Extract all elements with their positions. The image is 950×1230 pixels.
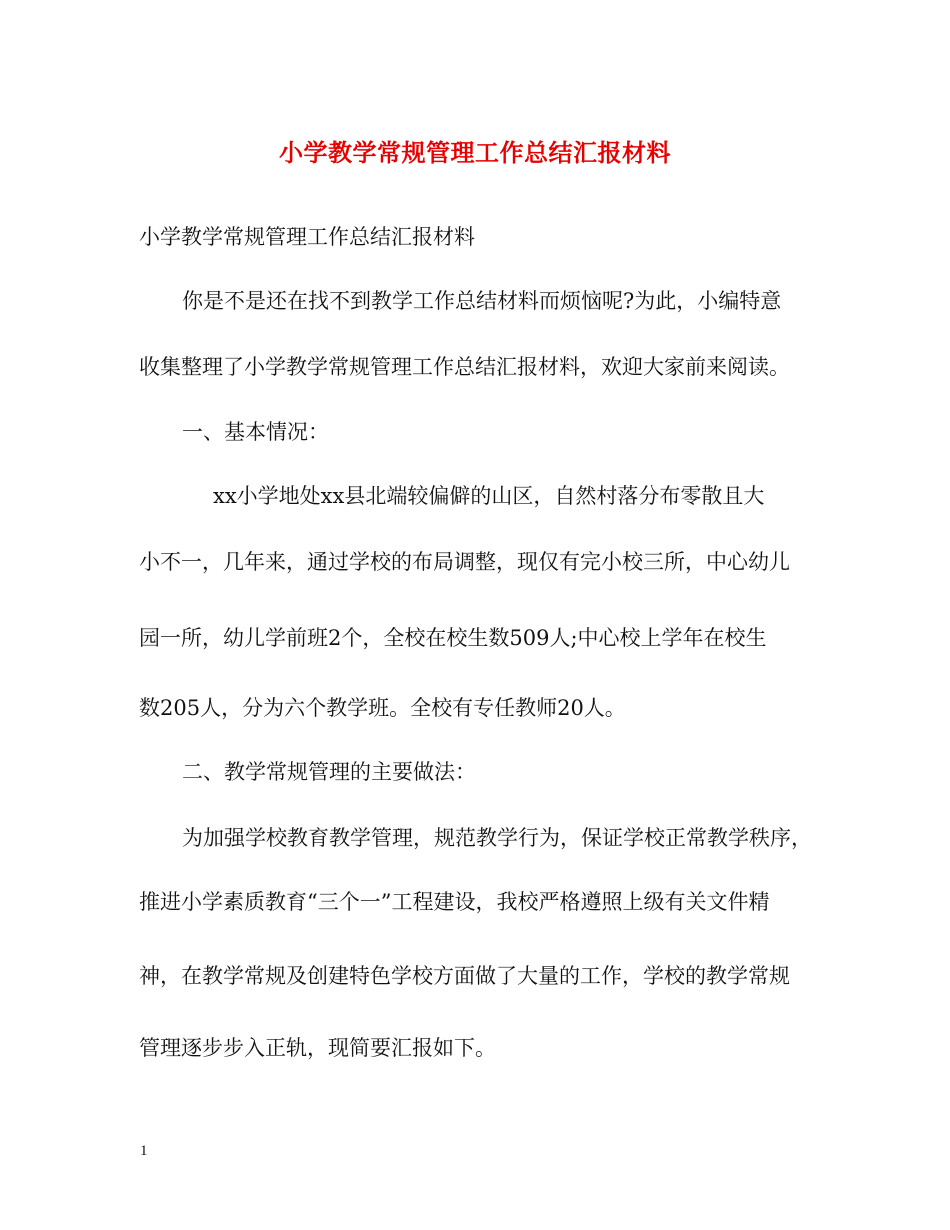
paragraph-1-line-3: 园一所，幼儿学前班2个，全校在校生数509人;中心校上学年在校生 <box>139 626 767 650</box>
paragraph-2-line-4: 管理逐步步入正轨，现简要汇报如下。 <box>139 1036 496 1060</box>
paragraph-2-line-2: 推进小学素质教育“三个一”工程建设，我校严格遵照上级有关文件精 <box>139 890 770 914</box>
intro-line-2: 收集整理了小学教学常规管理工作总结汇报材料，欢迎大家前来阅读。 <box>139 355 790 379</box>
section-heading-1: 一、基本情况： <box>182 420 329 444</box>
intro-line-1: 你是不是还在找不到教学工作总结材料而烦恼呢?为此，小编特意 <box>182 289 782 313</box>
subtitle-line: 小学教学常规管理工作总结汇报材料 <box>139 225 475 249</box>
paragraph-1-line-1: xx小学地处xx县北端较偏僻的山区，自然村落分布零散且大 <box>213 484 765 508</box>
paragraph-2-line-1: 为加强学校教育教学管理，规范教学行为，保证学校正常教学秩序， <box>182 826 812 850</box>
paragraph-2-line-3: 神，在教学常规及创建特色学校方面做了大量的工作，学校的教学常规 <box>139 964 790 988</box>
page-number: 1 <box>140 1143 148 1159</box>
document-title: 小学教学常规管理工作总结汇报材料 <box>279 138 671 167</box>
paragraph-1-line-2: 小不一，几年来，通过学校的布局调整，现仅有完小校三所，中心幼儿 <box>139 550 790 574</box>
section-heading-2: 二、教学常规管理的主要做法： <box>182 760 476 784</box>
paragraph-1-line-4: 数205人，分为六个教学班。全校有专任教师20人。 <box>139 696 626 720</box>
